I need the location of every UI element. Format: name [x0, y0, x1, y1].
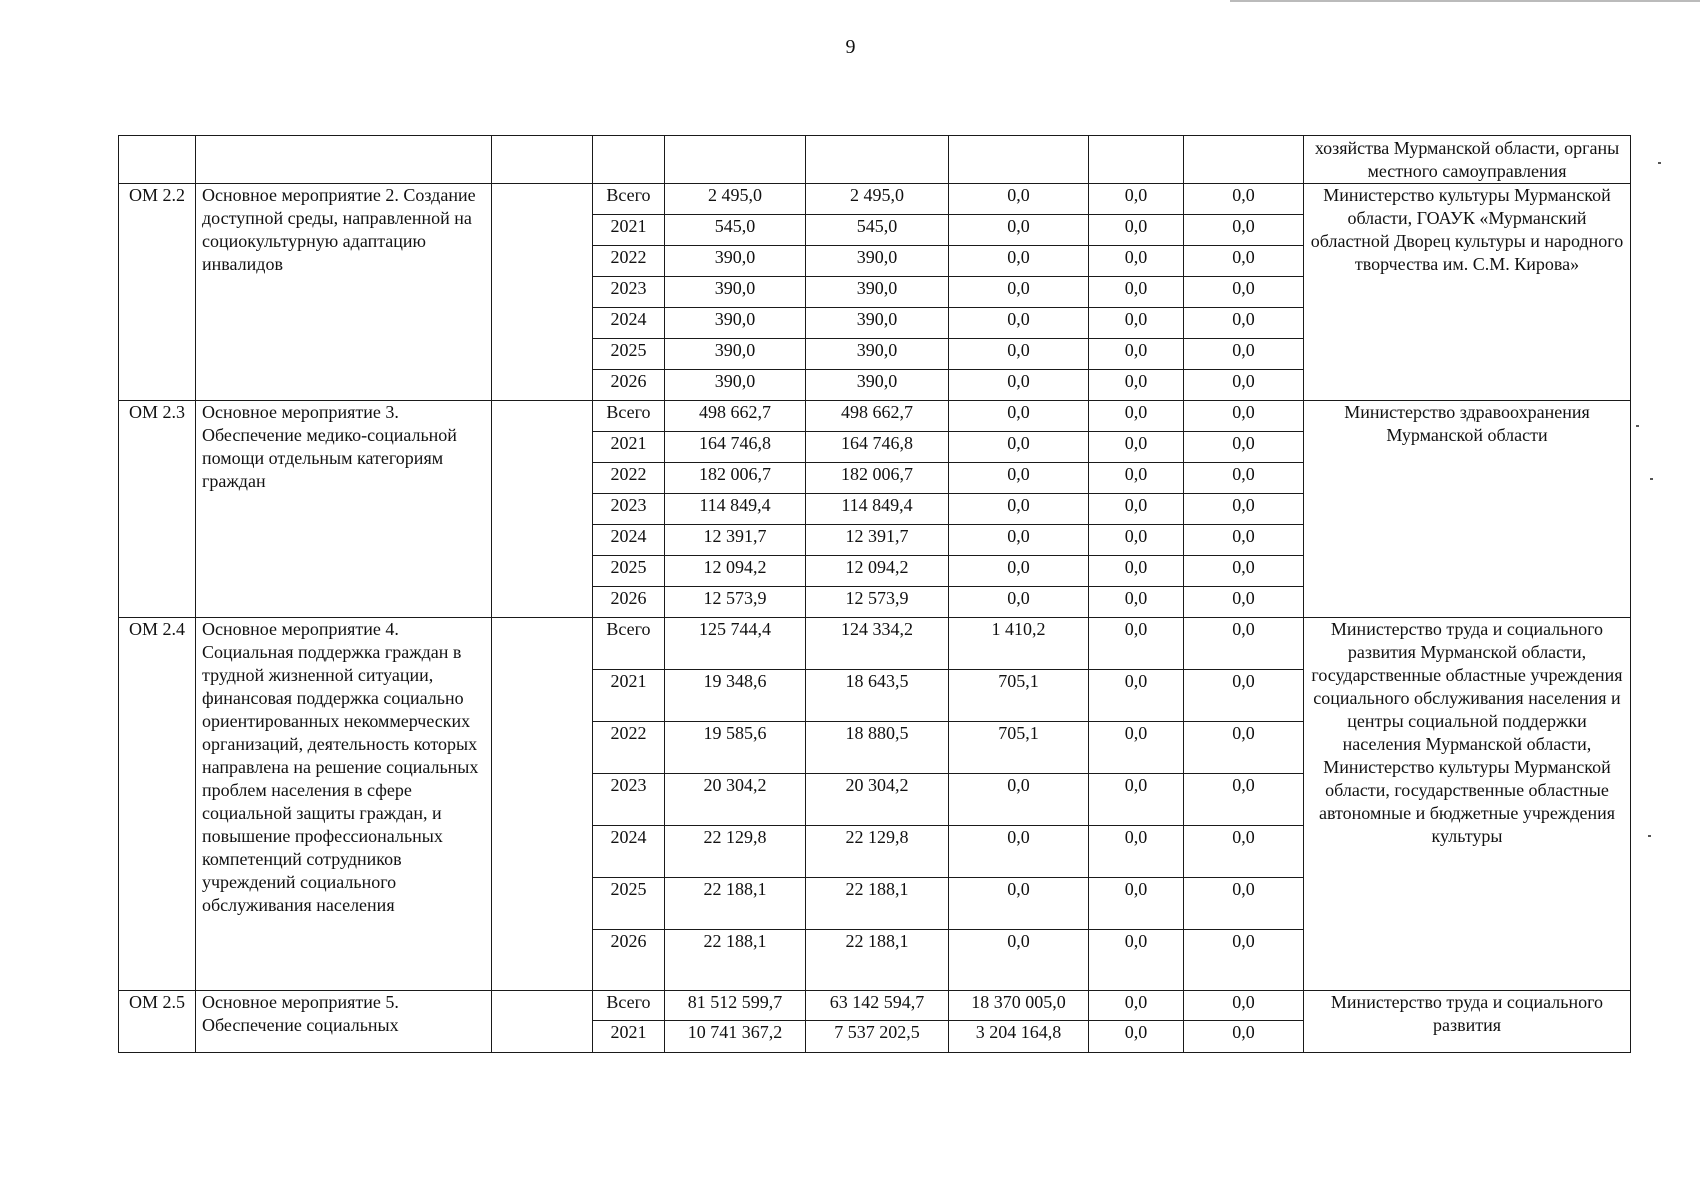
amount-cell-3: 0,0	[949, 878, 1089, 930]
amount-cell-4: 0,0	[1089, 401, 1184, 432]
amount-cell-4: 0,0	[1089, 930, 1184, 991]
scan-edge-rule	[1230, 0, 1700, 2]
amount-cell-4	[1089, 136, 1184, 184]
year-cell: 2021	[593, 215, 665, 246]
amount-cell-5: 0,0	[1184, 774, 1304, 826]
blank-column-cell	[492, 991, 593, 1053]
amount-cell-3: 705,1	[949, 722, 1089, 774]
blank-column-cell	[492, 184, 593, 401]
amount-cell-5: 0,0	[1184, 722, 1304, 774]
blank-column-cell	[492, 136, 593, 184]
amount-cell-3: 0,0	[949, 587, 1089, 618]
table-row	[119, 184, 1631, 215]
amount-cell-4: 0,0	[1089, 525, 1184, 556]
amount-cell-3: 0,0	[949, 494, 1089, 525]
year-cell: 2022	[593, 722, 665, 774]
amount-cell-1: 12 391,7	[665, 525, 806, 556]
amount-cell-5: 0,0	[1184, 308, 1304, 339]
amount-cell-5: 0,0	[1184, 401, 1304, 432]
amount-cell-2: 7 537 202,5	[806, 1021, 949, 1053]
amount-cell-2: 498 662,7	[806, 401, 949, 432]
amount-cell-4: 0,0	[1089, 184, 1184, 215]
scan-speck	[1658, 162, 1661, 164]
amount-cell-2: 164 746,8	[806, 432, 949, 463]
amount-cell-3: 3 204 164,8	[949, 1021, 1089, 1053]
scan-speck	[1636, 425, 1639, 427]
measure-code: ОМ 2.4	[119, 618, 196, 991]
amount-cell-2: 182 006,7	[806, 463, 949, 494]
amount-cell-2: 114 849,4	[806, 494, 949, 525]
amount-cell-1: 390,0	[665, 339, 806, 370]
amount-cell-1: 19 585,6	[665, 722, 806, 774]
table-row	[119, 136, 1631, 184]
amount-cell-2: 63 142 594,7	[806, 991, 949, 1021]
amount-cell-1: 22 129,8	[665, 826, 806, 878]
amount-cell-5: 0,0	[1184, 463, 1304, 494]
amount-cell-1: 114 849,4	[665, 494, 806, 525]
year-cell: 2022	[593, 246, 665, 277]
amount-cell-3: 0,0	[949, 215, 1089, 246]
amount-cell-4: 0,0	[1089, 432, 1184, 463]
amount-cell-1: 10 741 367,2	[665, 1021, 806, 1053]
amount-cell-1	[665, 136, 806, 184]
amount-cell-3: 0,0	[949, 308, 1089, 339]
amount-cell-3: 0,0	[949, 401, 1089, 432]
amount-cell-5: 0,0	[1184, 370, 1304, 401]
amount-cell-2: 18 880,5	[806, 722, 949, 774]
amount-cell-5: 0,0	[1184, 618, 1304, 670]
measure-name	[196, 136, 492, 184]
amount-cell-5: 0,0	[1184, 339, 1304, 370]
amount-cell-4: 0,0	[1089, 370, 1184, 401]
amount-cell-1: 125 744,4	[665, 618, 806, 670]
year-cell: 2026	[593, 587, 665, 618]
amount-cell-3: 0,0	[949, 370, 1089, 401]
amount-cell-3: 0,0	[949, 432, 1089, 463]
executor-cell: Министерство труда и социального развития	[1304, 991, 1631, 1053]
year-cell: 2025	[593, 878, 665, 930]
amount-cell-5: 0,0	[1184, 215, 1304, 246]
amount-cell-3: 18 370 005,0	[949, 991, 1089, 1021]
amount-cell-5	[1184, 136, 1304, 184]
amount-cell-1: 12 094,2	[665, 556, 806, 587]
amount-cell-5: 0,0	[1184, 556, 1304, 587]
amount-cell-1: 12 573,9	[665, 587, 806, 618]
amount-cell-2: 18 643,5	[806, 670, 949, 722]
amount-cell-1: 545,0	[665, 215, 806, 246]
year-cell: 2021	[593, 670, 665, 722]
year-cell: 2021	[593, 432, 665, 463]
amount-cell-3: 0,0	[949, 556, 1089, 587]
amount-cell-1: 390,0	[665, 277, 806, 308]
amount-cell-1: 182 006,7	[665, 463, 806, 494]
amount-cell-2: 22 188,1	[806, 930, 949, 991]
year-cell: 2024	[593, 308, 665, 339]
amount-cell-5: 0,0	[1184, 494, 1304, 525]
amount-cell-3: 1 410,2	[949, 618, 1089, 670]
amount-cell-1: 164 746,8	[665, 432, 806, 463]
year-cell: Всего	[593, 401, 665, 432]
amount-cell-4: 0,0	[1089, 339, 1184, 370]
amount-cell-4: 0,0	[1089, 556, 1184, 587]
amount-cell-2: 22 129,8	[806, 826, 949, 878]
amount-cell-2: 124 334,2	[806, 618, 949, 670]
amount-cell-4: 0,0	[1089, 1021, 1184, 1053]
year-cell	[593, 136, 665, 184]
year-cell: 2023	[593, 277, 665, 308]
amount-cell-1: 22 188,1	[665, 878, 806, 930]
year-cell: 2024	[593, 826, 665, 878]
amount-cell-4: 0,0	[1089, 722, 1184, 774]
page-number: 9	[845, 36, 856, 58]
amount-cell-2: 2 495,0	[806, 184, 949, 215]
amount-cell-2: 545,0	[806, 215, 949, 246]
amount-cell-1: 20 304,2	[665, 774, 806, 826]
amount-cell-3: 705,1	[949, 670, 1089, 722]
amount-cell-5: 0,0	[1184, 432, 1304, 463]
amount-cell-4: 0,0	[1089, 878, 1184, 930]
amount-cell-2: 12 573,9	[806, 587, 949, 618]
year-cell: 2026	[593, 370, 665, 401]
amount-cell-5: 0,0	[1184, 991, 1304, 1021]
amount-cell-4: 0,0	[1089, 826, 1184, 878]
year-cell: 2026	[593, 930, 665, 991]
amount-cell-4: 0,0	[1089, 277, 1184, 308]
amount-cell-4: 0,0	[1089, 463, 1184, 494]
table-row	[119, 401, 1631, 432]
budget-table	[118, 135, 1631, 1053]
amount-cell-4: 0,0	[1089, 670, 1184, 722]
amount-cell-4: 0,0	[1089, 246, 1184, 277]
amount-cell-2: 390,0	[806, 277, 949, 308]
amount-cell-5: 0,0	[1184, 930, 1304, 991]
measure-name: Основное мероприятие 4. Социальная поддержка граждан в трудной жизненной ситуации, финансовая поддержка социально ориентированных некоммерческих организаций, деятельность которых направлена на решение социальных проблем населения в сфере социальной защиты граждан, и повышение профессиональных компетенций сотрудников учреждений социального обслуживания населения	[196, 618, 492, 991]
amount-cell-4: 0,0	[1089, 308, 1184, 339]
measure-code: ОМ 2.2	[119, 184, 196, 401]
amount-cell-3: 0,0	[949, 246, 1089, 277]
amount-cell-5: 0,0	[1184, 246, 1304, 277]
amount-cell-4: 0,0	[1089, 215, 1184, 246]
amount-cell-4: 0,0	[1089, 587, 1184, 618]
amount-cell-1: 498 662,7	[665, 401, 806, 432]
amount-cell-3: 0,0	[949, 339, 1089, 370]
amount-cell-3: 0,0	[949, 184, 1089, 215]
amount-cell-2	[806, 136, 949, 184]
amount-cell-5: 0,0	[1184, 878, 1304, 930]
amount-cell-4: 0,0	[1089, 774, 1184, 826]
measure-name: Основное мероприятие 2. Создание доступной среды, направленной на социокультурную адаптацию инвалидов	[196, 184, 492, 401]
measure-name: Основное мероприятие 5. Обеспечение социальных	[196, 991, 492, 1053]
year-cell: 2024	[593, 525, 665, 556]
amount-cell-1: 390,0	[665, 370, 806, 401]
amount-cell-3: 0,0	[949, 930, 1089, 991]
amount-cell-1: 81 512 599,7	[665, 991, 806, 1021]
measure-code	[119, 136, 196, 184]
year-cell: 2022	[593, 463, 665, 494]
year-cell: 2023	[593, 494, 665, 525]
amount-cell-1: 390,0	[665, 308, 806, 339]
executor-cell: Министерство труда и социального развития Мурманской области, государственные областные учреждения социального обслуживания населения и центры социальной поддержки населения Мурманской области, Министерство культуры Мурманской области, государственные областные автономные и бюджетные учреждения культуры	[1304, 618, 1631, 991]
amount-cell-1: 390,0	[665, 246, 806, 277]
year-cell: Всего	[593, 991, 665, 1021]
amount-cell-2: 20 304,2	[806, 774, 949, 826]
amount-cell-2: 390,0	[806, 246, 949, 277]
blank-column-cell	[492, 618, 593, 991]
amount-cell-5: 0,0	[1184, 277, 1304, 308]
year-cell: 2025	[593, 556, 665, 587]
measure-code: ОМ 2.5	[119, 991, 196, 1053]
amount-cell-4: 0,0	[1089, 494, 1184, 525]
amount-cell-1: 19 348,6	[665, 670, 806, 722]
amount-cell-1: 2 495,0	[665, 184, 806, 215]
amount-cell-3: 0,0	[949, 826, 1089, 878]
amount-cell-4: 0,0	[1089, 991, 1184, 1021]
amount-cell-3	[949, 136, 1089, 184]
scan-speck	[1648, 835, 1651, 837]
amount-cell-3: 0,0	[949, 277, 1089, 308]
executor-cell: Министерство здравоохранения Мурманской области	[1304, 401, 1631, 618]
scan-speck	[1650, 478, 1653, 480]
measure-code: ОМ 2.3	[119, 401, 196, 618]
amount-cell-3: 0,0	[949, 463, 1089, 494]
amount-cell-1: 22 188,1	[665, 930, 806, 991]
amount-cell-3: 0,0	[949, 774, 1089, 826]
amount-cell-2: 22 188,1	[806, 878, 949, 930]
measure-name: Основное мероприятие 3. Обеспечение медико-социальной помощи отдельным категориям граждан	[196, 401, 492, 618]
table-row	[119, 991, 1631, 1021]
amount-cell-3: 0,0	[949, 525, 1089, 556]
amount-cell-2: 390,0	[806, 370, 949, 401]
amount-cell-5: 0,0	[1184, 587, 1304, 618]
amount-cell-5: 0,0	[1184, 525, 1304, 556]
amount-cell-5: 0,0	[1184, 826, 1304, 878]
year-cell: Всего	[593, 618, 665, 670]
amount-cell-5: 0,0	[1184, 670, 1304, 722]
executor-cell: Министерство культуры Мурманской области, ГОАУК «Мурманский областной Дворец культуры и народного творчества им. С.М. Кирова»	[1304, 184, 1631, 401]
year-cell: 2025	[593, 339, 665, 370]
amount-cell-4: 0,0	[1089, 618, 1184, 670]
blank-column-cell	[492, 401, 593, 618]
amount-cell-5: 0,0	[1184, 1021, 1304, 1053]
amount-cell-2: 390,0	[806, 308, 949, 339]
table-row	[119, 618, 1631, 670]
amount-cell-5: 0,0	[1184, 184, 1304, 215]
year-cell: 2021	[593, 1021, 665, 1053]
amount-cell-2: 12 391,7	[806, 525, 949, 556]
year-cell: 2023	[593, 774, 665, 826]
amount-cell-2: 12 094,2	[806, 556, 949, 587]
year-cell: Всего	[593, 184, 665, 215]
executor-cell: хозяйства Мурманской области, органы местного самоуправления	[1304, 136, 1631, 184]
amount-cell-2: 390,0	[806, 339, 949, 370]
